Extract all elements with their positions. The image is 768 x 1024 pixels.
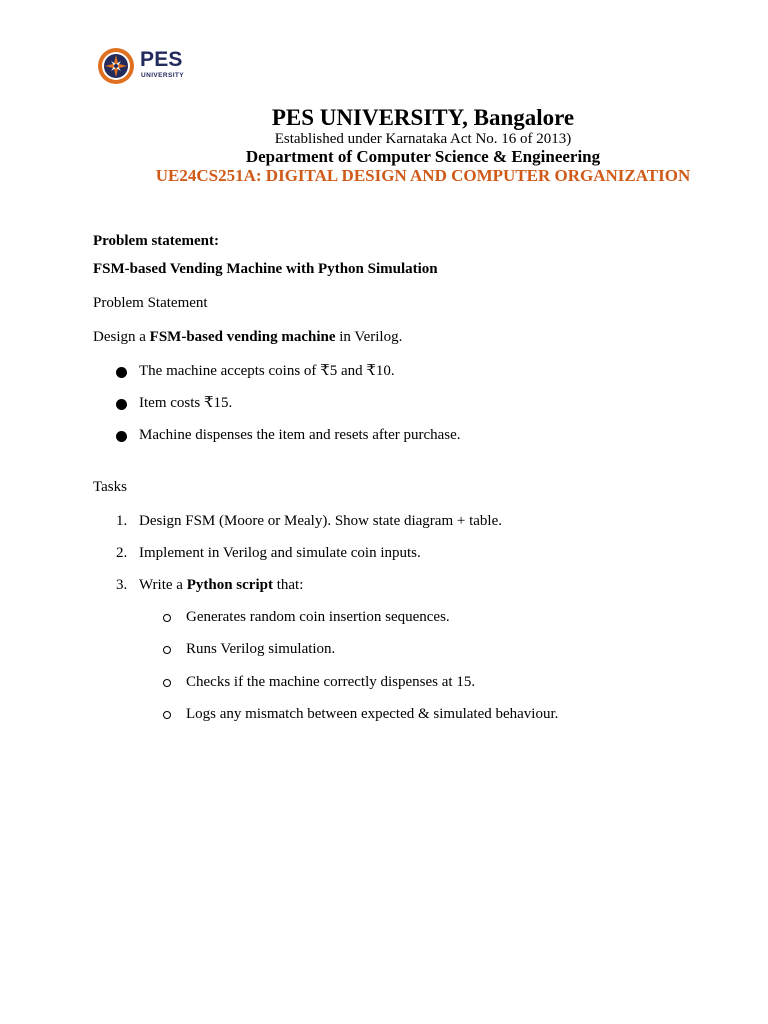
design-statement: [93, 328, 402, 346]
university-title: PES UNIVERSITY, Bangalore: [271, 105, 575, 130]
section-heading: Problem Statement: [93, 295, 208, 311]
subtask-item: Checks if the machine correctly dispenses at 15.: [186, 674, 476, 690]
subtask-item: Logs any mismatch between expected & simulated behaviour.: [186, 706, 559, 722]
problem-label: Problem statement:: [93, 233, 219, 249]
pes-university-logo: [96, 44, 196, 90]
hollow-bullet-icon: [163, 679, 171, 687]
task-item: Implement in Verilog and simulate coin inputs.: [139, 545, 421, 561]
task-item: [139, 576, 303, 594]
bullet-icon: [116, 399, 127, 410]
task-prefix: Write a: [139, 577, 187, 593]
task-number: 3.: [116, 577, 128, 593]
department-name: Department of Computer Science & Engineering: [245, 147, 601, 166]
list-item: Item costs ₹15.: [139, 395, 233, 411]
hollow-bullet-icon: [163, 646, 171, 654]
tasks-heading: Tasks: [93, 479, 127, 495]
list-item: Machine dispenses the item and resets after purchase.: [139, 427, 461, 443]
logo-subtext: UNIVERSITY: [141, 72, 185, 79]
course-title: UE24CS251A: DIGITAL DESIGN AND COMPUTER ORGANIZATION: [155, 166, 691, 185]
project-title: FSM-based Vending Machine with Python Simulation: [93, 261, 438, 277]
task-number: 1.: [116, 513, 128, 529]
list-item: The machine accepts coins of ₹5 and ₹10.: [139, 363, 395, 379]
logo-wordmark: PES: [140, 48, 183, 71]
task-bold: Python script: [186, 577, 273, 593]
bullet-icon: [116, 431, 127, 442]
subtask-item: Generates random coin insertion sequences.: [186, 609, 450, 625]
hollow-bullet-icon: [163, 711, 171, 719]
task-number: 2.: [116, 545, 128, 561]
compass-star-logo-icon: [96, 44, 136, 84]
bullet-icon: [116, 367, 127, 378]
design-bold: FSM-based vending machine: [149, 329, 336, 345]
design-suffix: in Verilog.: [335, 329, 403, 345]
task-suffix: that:: [272, 577, 304, 593]
establishment-note: Established under Karnataka Act No. 16 of 2013): [274, 131, 572, 147]
design-prefix: Design a: [93, 329, 150, 345]
hollow-bullet-icon: [163, 614, 171, 622]
task-item: Design FSM (Moore or Mealy). Show state diagram + table.: [139, 513, 502, 529]
subtask-item: Runs Verilog simulation.: [186, 641, 336, 657]
